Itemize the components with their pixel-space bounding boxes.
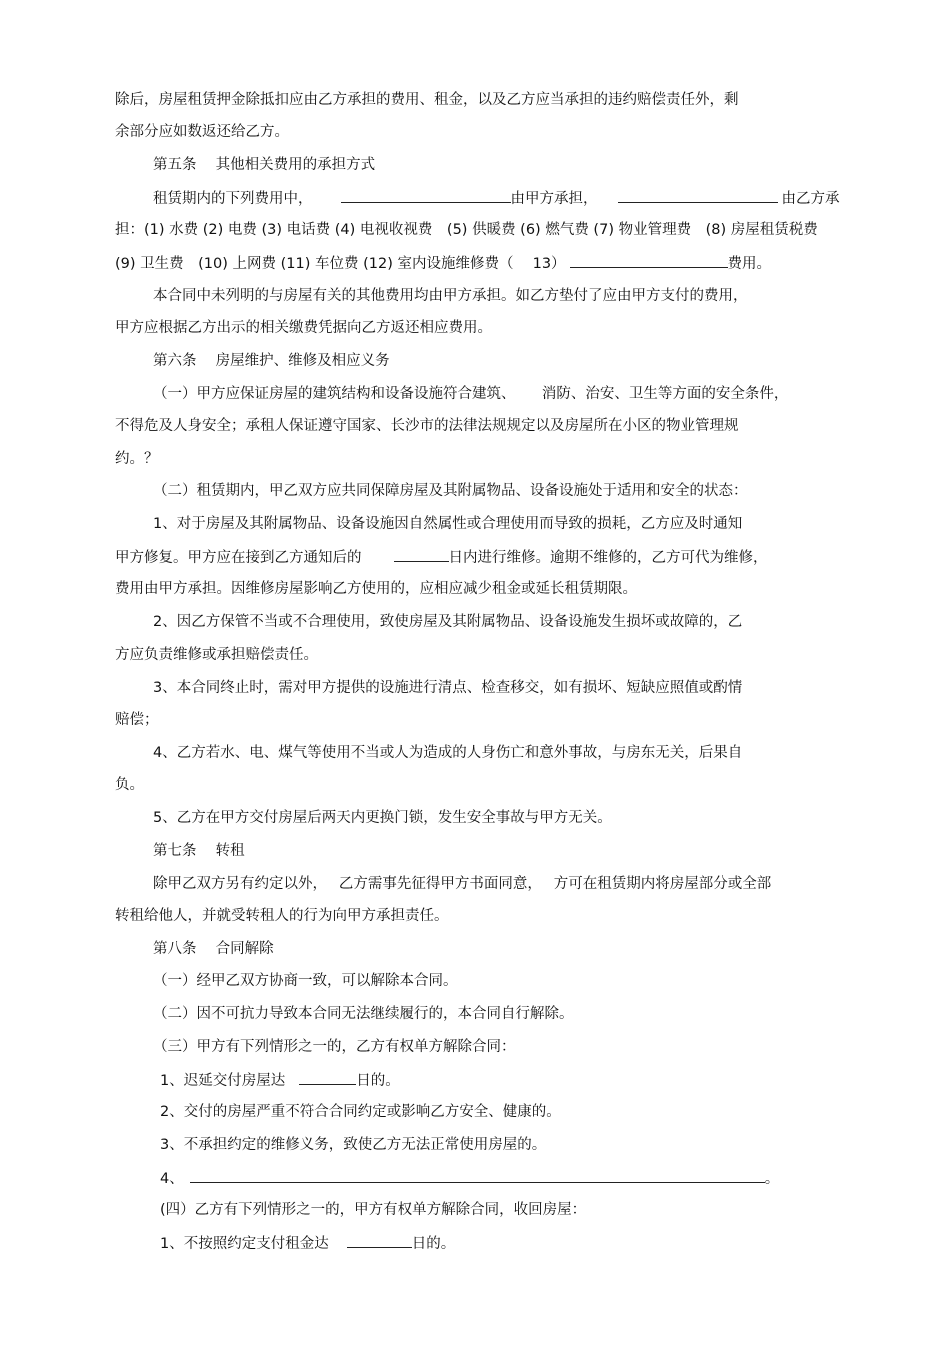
- text-line: 除后，房屋租赁押金除抵扣应由乙方承担的费用、租金，以及乙方应当承担的违约赔偿责任外，剩: [115, 92, 739, 108]
- text-segment: 由甲方承担，: [510, 191, 598, 207]
- text-segment: 4、: [160, 1171, 184, 1187]
- text-segment: 1、不按照约定支付租金达: [160, 1236, 329, 1252]
- text-line: [160, 1070, 400, 1091]
- text-line: [160, 1168, 779, 1189]
- text-line: [115, 547, 768, 568]
- text-line: （二）因不可抗力导致本合同无法继续履行的，本合同自行解除。: [153, 1006, 574, 1022]
- text-segment: 日内进行维修。逾期不维修的，乙方可代为维修，: [448, 550, 768, 566]
- text-segment: 甲方修复。甲方应在接到乙方通知后的: [115, 550, 362, 566]
- text-line: 费用由甲方承担。因维修房屋影响乙方使用的，应相应减少租金或延长租赁期限。: [115, 581, 637, 597]
- text-line: （二）租赁期内，甲乙双方应共同保障房屋及其附属物品、设备设施处于适用和安全的状态：: [153, 483, 748, 499]
- fill-blank[interactable]: [618, 188, 778, 203]
- text-line: 担：(1) 水费 (2) 电费 (3) 电话费 (4) 电视收视费 (5) 供暖费 (6) 燃气费 (7) 物业管理费 (8) 房屋租赁税费: [115, 222, 818, 238]
- article-7-heading: 第七条 转租: [153, 843, 245, 859]
- text-line: 不得危及人身安全；承租人保证遵守国家、长沙市的法律法规规定以及房屋所在小区的物业管理规: [115, 418, 739, 434]
- fill-blank[interactable]: [570, 253, 728, 268]
- text-line: 3、本合同终止时，需对甲方提供的设施进行清点、检查移交，如有损坏、短缺应照值或酌情: [153, 680, 743, 696]
- text-line: （三）甲方有下列情形之一的，乙方有权单方解除合同：: [153, 1039, 516, 1055]
- text-line: 约。？: [115, 451, 159, 467]
- text-segment: 由乙方承: [781, 191, 840, 207]
- text-line: 本合同中未列明的与房屋有关的其他费用均由甲方承担。如乙方垫付了应由甲方支付的费用，: [153, 288, 748, 304]
- text-line: 甲方应根据乙方出示的相关缴费凭据向乙方返还相应费用。: [115, 320, 492, 336]
- text-line: 3、不承担约定的维修义务，致使乙方无法正常使用房屋的。: [160, 1137, 547, 1153]
- text-line: 方应负责维修或承担赔偿责任。: [115, 647, 318, 663]
- text-line: [153, 188, 840, 209]
- text-segment: 日的。: [411, 1236, 456, 1252]
- text-segment: (9) 卫生费 (10) 上网费 (11) 车位费 (12) 室内设施维修费（ 13）: [115, 256, 566, 272]
- text-line: 2、交付的房屋严重不符合合同约定或影响乙方安全、健康的。: [160, 1104, 561, 1120]
- fill-blank[interactable]: [190, 1168, 765, 1183]
- text-line: 负。: [115, 777, 144, 793]
- text-line: 2、因乙方保管不当或不合理使用，致使房屋及其附属物品、设备设施发生损坏或故障的，乙: [153, 614, 743, 630]
- text-segment: 费用。: [727, 256, 772, 272]
- text-line: 5、乙方在甲方交付房屋后两天内更换门锁，发生安全事故与甲方无关。: [153, 810, 612, 826]
- fill-blank[interactable]: [347, 1233, 412, 1248]
- fill-blank[interactable]: [394, 547, 449, 562]
- fill-blank[interactable]: [341, 188, 511, 203]
- text-line: 余部分应如数返还给乙方。: [115, 124, 289, 140]
- article-8-heading: 第八条 合同解除: [153, 941, 274, 957]
- text-segment: 租赁期内的下列费用中，: [153, 191, 313, 207]
- fill-blank[interactable]: [299, 1070, 356, 1085]
- text-segment: 日的。: [356, 1073, 400, 1089]
- text-line: [160, 1233, 455, 1254]
- text-line: (四）乙方有下列情形之一的，甲方有权单方解除合同，收回房屋：: [160, 1202, 587, 1218]
- text-line: 1、对于房屋及其附属物品、设备设施因自然属性或合理使用而导致的损耗，乙方应及时通知: [153, 516, 743, 532]
- text-line: （一）经甲乙双方协商一致，可以解除本合同。: [153, 973, 458, 989]
- text-line: [115, 253, 771, 274]
- text-segment: 。: [764, 1171, 780, 1187]
- text-line: 4、乙方若水、电、煤气等使用不当或人为造成的人身伤亡和意外事故，与房东无关，后果自: [153, 745, 743, 761]
- text-line: 赔偿；: [115, 712, 159, 728]
- text-segment: 1、迟延交付房屋达: [160, 1073, 286, 1089]
- text-line: （一）甲方应保证房屋的建筑结构和设备设施符合建筑、 消防、治安、卫生等方面的安全条件，: [153, 386, 789, 402]
- article-6-heading: 第六条 房屋维护、维修及相应义务: [153, 353, 390, 369]
- article-5-heading: 第五条 其他相关费用的承担方式: [153, 157, 376, 173]
- text-line: 转租给他人，并就受转租人的行为向甲方承担责任。: [115, 908, 449, 924]
- text-line: 除甲乙双方另有约定以外， 乙方需事先征得甲方书面同意， 方可在租赁期内将房屋部分或全部: [153, 876, 772, 892]
